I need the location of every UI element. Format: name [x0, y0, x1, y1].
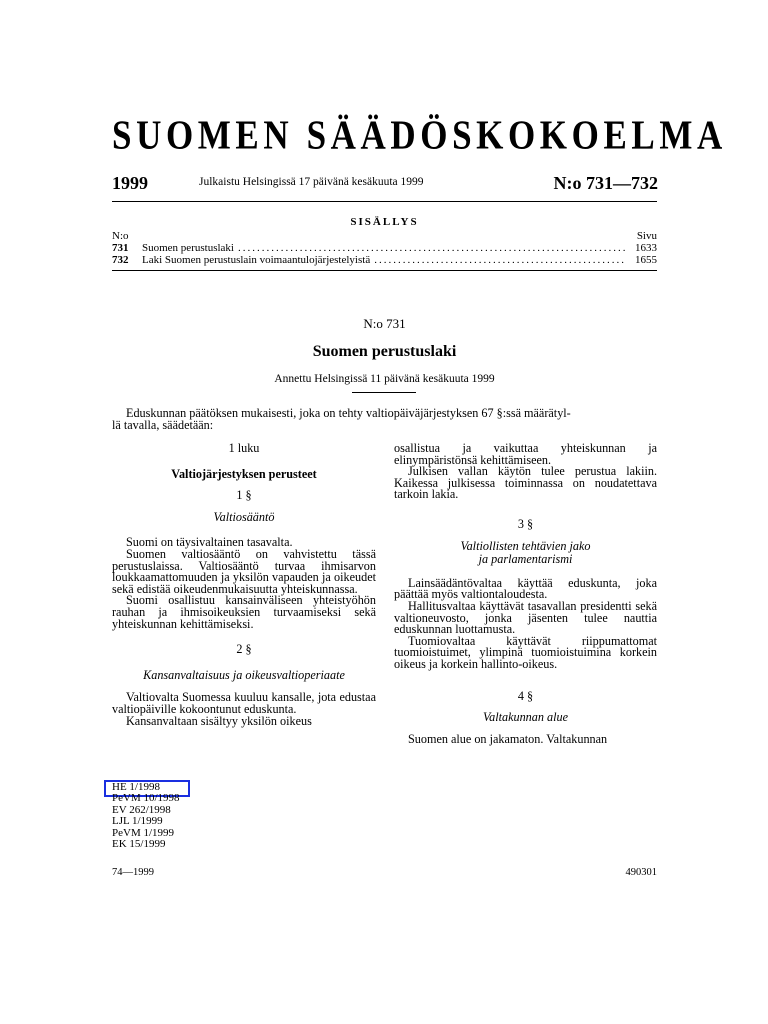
paragraph: Lainsäädäntövaltaa käyttää eduskunta, joka päättää myös valtiontaloudesta. — [394, 575, 657, 602]
paragraph: Suomen valtiosääntö on vahvistettu tässä perustuslaissa. Valtiosääntö turvaa ihmisarvon loukkaamattomuuden ja yksilön vapauden ja oikeudet sekä edistää oikeudenmukaisuutta yhteiskunnassa. — [112, 546, 376, 596]
section-number: 3 § — [517, 516, 534, 531]
toc-col-page: Sivu — [636, 230, 657, 242]
section-title: Kansanvaltaisuus ja oikeusvaltioperiaate — [143, 667, 345, 682]
paragraph: Suomi osallistuu kansainväliseen yhteistyöhön rauhan ja ihmisoikeuksien turvaamiseksi sekä yhteiskunnan kehittämiseksi. — [112, 593, 376, 631]
paragraph: Valtiovalta Suomessa kuuluu kansalle, jota edustaa valtiopäiville kokoontunut eduskunta. — [112, 690, 376, 716]
toc-item-label: Suomen perustuslaki — [142, 242, 234, 254]
section-number: 1 § — [236, 488, 252, 503]
right-column — [394, 443, 657, 745]
paragraph: Suomen alue on jakamaton. Valtakunnan — [408, 731, 608, 746]
section-title-line-1: Valtiollisten tehtävien jako — [460, 538, 591, 553]
section-title: Valtiosääntö — [213, 509, 275, 524]
act-title: Suomen perustuslaki — [312, 343, 457, 360]
paragraph: Kansanvaltaan sisältyy yksilön oikeus — [126, 713, 312, 728]
chapter-number: 1 luku — [228, 441, 260, 455]
section-number: 4 § — [517, 688, 534, 703]
toc-leader — [374, 254, 625, 266]
reference[interactable]: PeVM 10/1998 — [112, 792, 180, 805]
section-number: 2 § — [236, 642, 252, 657]
footer-number: 490301 — [625, 867, 657, 878]
toc-item-page: 1633 — [635, 242, 657, 254]
act-number: N:o 731 — [363, 316, 406, 331]
publication-year: 1999 — [112, 173, 148, 193]
footer-code: 74—1999 — [112, 867, 154, 878]
toc-item[interactable] — [112, 242, 657, 254]
left-column — [112, 443, 376, 727]
legislative-references — [112, 782, 180, 850]
publication-title: SUOMEN SÄÄDÖSKOKOELMA — [112, 112, 727, 159]
preamble — [112, 408, 657, 431]
reference[interactable]: EV 262/1998 — [112, 803, 171, 816]
publication-date: Julkaistu Helsingissä 17 päivänä kesäkuuta 1999 — [199, 176, 424, 188]
paragraph: Hallitusvaltaa käyttävät tasavallan presidentti sekä valtioneuvosto, jonka jäsenten tulee nauttia eduskunnan luottamusta. — [394, 598, 657, 637]
act-given: Annettu Helsingissä 11 päivänä kesäkuuta 1999 — [274, 373, 495, 385]
reference[interactable]: LJL 1/1999 — [112, 815, 163, 828]
issue-numbers: N:o 731—732 — [553, 173, 658, 193]
reference[interactable]: EK 15/1999 — [112, 838, 166, 851]
paragraph: Julkisen vallan käytön tulee perustua lakiin. Kaikessa julkisessa toiminnassa on noudatettava tarkoin lakia. — [394, 464, 657, 502]
reference[interactable]: HE 1/1998 — [112, 781, 160, 793]
toc-item-number: 732 — [112, 254, 129, 266]
toc-item-page: 1655 — [635, 254, 657, 266]
toc-leader — [238, 242, 625, 254]
section-title-line-2: ja parlamentarismi — [478, 552, 573, 567]
toc-item-label: Laki Suomen perustuslain voimaantulojärjestelyistä — [142, 254, 371, 266]
preamble-line-2: lä tavalla, säädetään: — [112, 417, 214, 432]
paragraph: Suomi on täysivaltainen tasavalta. — [126, 535, 293, 550]
preamble-line-1: Eduskunnan päätöksen mukaisesti, joka on tehty valtiopäiväjärjestyksen 67 §:ssä määrätyl- — [126, 406, 571, 420]
reference[interactable]: PeVM 1/1999 — [112, 826, 175, 839]
toc-col-no: N:o — [112, 230, 129, 242]
paragraph: osallistua ja vaikuttaa yhteiskunnan ja elinympäristönsä kehittämiseen. — [394, 441, 657, 467]
header-rule — [112, 201, 657, 202]
paragraph: Tuomiovaltaa käyttävät riippumattomat tuomioistuimet, ylimpinä tuomioistuimina korkein oikeus ja korkein hallinto-oikeus. — [394, 633, 657, 671]
section-title: Valtakunnan alue — [483, 710, 568, 725]
toc-item[interactable] — [112, 254, 657, 266]
chapter-title: Valtiojärjestyksen perusteet — [171, 466, 317, 481]
toc-item-number: 731 — [112, 242, 129, 254]
toc-heading: SISÄLLYS — [350, 216, 419, 228]
toc-rule — [112, 270, 657, 271]
act-title-rule — [352, 392, 416, 393]
